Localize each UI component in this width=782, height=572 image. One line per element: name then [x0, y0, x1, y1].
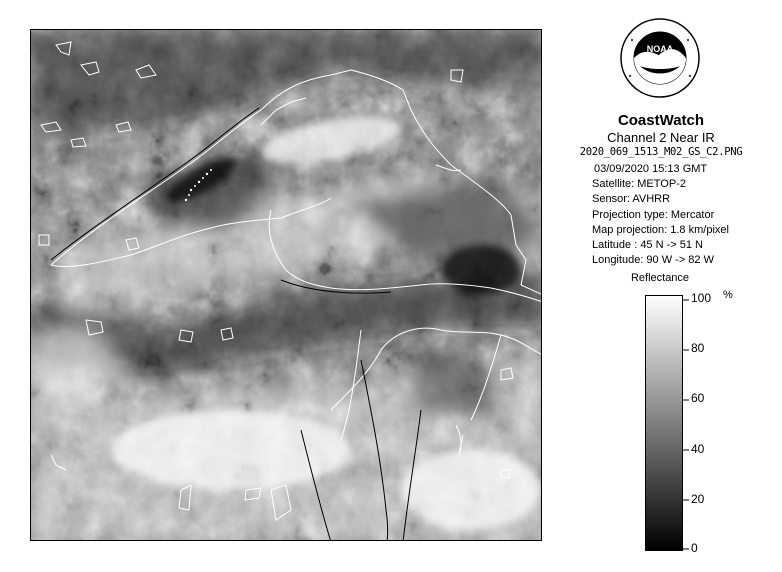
sensor-info: Sensor: AVHRR — [592, 193, 671, 206]
projection-type: Projection type: Mercator — [592, 208, 715, 221]
noaa-logo-text: NOAA — [646, 44, 674, 54]
date-time: 03/09/2020 15:13 GMT — [594, 163, 708, 175]
latitude-range: Latitude : 45 N -> 51 N — [592, 239, 703, 252]
satellite-scene — [31, 30, 542, 541]
tick-label: 40 — [691, 442, 705, 456]
satellite-image — [30, 29, 542, 541]
tick-label: 0 — [691, 541, 698, 555]
satellite-info: Satellite: METOP-2 — [592, 178, 686, 191]
metadata-block — [592, 162, 772, 268]
product-title: CoastWatch — [617, 112, 705, 129]
tick-label: 60 — [691, 391, 705, 405]
legend-title: Reflectance — [630, 272, 690, 284]
legend-unit: % — [723, 289, 733, 301]
tick-label: 100 — [691, 291, 712, 305]
tick-label: 20 — [691, 492, 705, 506]
noaa-logo — [620, 18, 700, 98]
file-name: 2020_069_1513_M02_GS_C2.PNG — [579, 146, 743, 158]
reflectance-colorbar — [645, 295, 683, 551]
channel-subtitle: Channel 2 Near IR — [607, 130, 715, 145]
longitude-range: Longitude: 90 W -> 82 W — [592, 254, 714, 267]
tick-label: 80 — [691, 341, 705, 355]
map-projection: Map projection: 1.8 km/pixel — [592, 223, 729, 236]
